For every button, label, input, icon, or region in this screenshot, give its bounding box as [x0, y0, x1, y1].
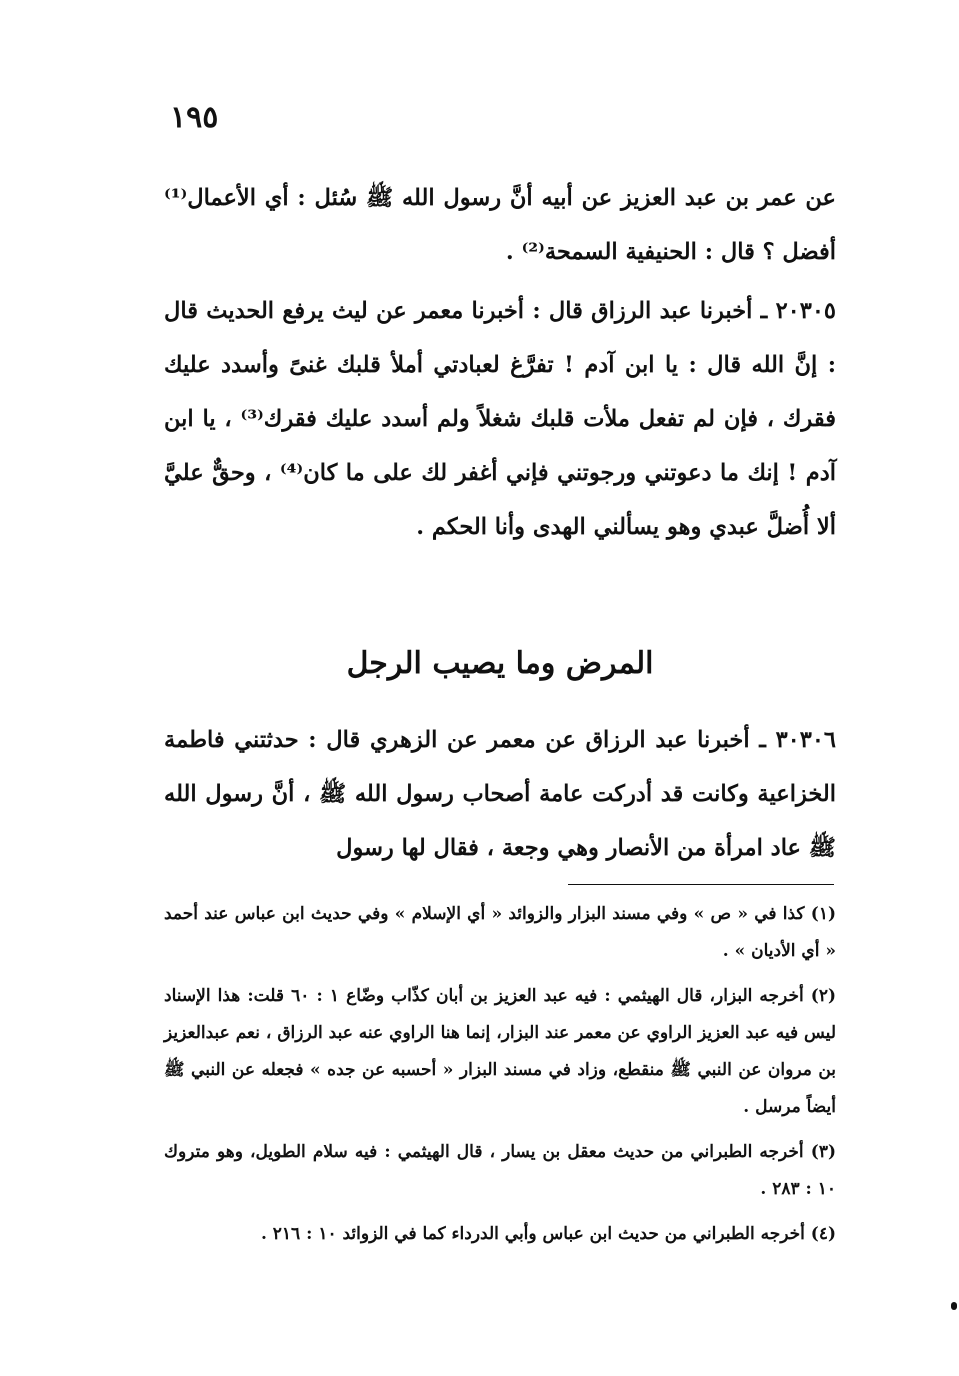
- hadith-20305: ٢٠٣٠٥ ـ أخبرنا عبد الرزاق قال : أخبرنا معمر عن ليث يرفع الحديث قال : إنَّ الله قال : يا ابن آدم ! تفرَّغ لعبادتي أملأ قلبك غنىً وأسدد عليك فقرك ، فإن لم تفعل ملأت قلبك شغلاً ولم أسدد عليك فقرك⁽³⁾ ، يا ابن آدم ! إنك ما دعوتني ورجوتني فإني أغفر لك على ما كان⁽⁴⁾ ، وحقٌّ عليَّ ألا أُضلَّ عبدي وهو يسألني الهدى وأنا الحكم .: [164, 298, 836, 540]
- hadith-30306: ٣٠٣٠٦ ـ أخبرنا عبد الرزاق عن معمر عن الزهري قال : حدثتني فاطمة الخزاعية وكانت قد أدركت عامة أصحاب رسول الله ﷺ ، أنَّ رسول الله ﷺ عاد امرأة من الأنصار وهي وجعة ، فقال لها رسول: [164, 727, 836, 861]
- footnote-divider: [568, 884, 834, 885]
- section-heading: المرض وما يصيب الرجل: [346, 646, 654, 681]
- footnote-4: (٤) أخرجه الطبراني من حديث ابن عباس وأبي الدرداء كما في الزوائد ١٠ : ٢١٦ .: [260, 1224, 836, 1244]
- page-number: ١٩٥: [170, 100, 219, 135]
- scan-mark: [951, 1302, 957, 1310]
- footnote-2: (٢) أخرجه البزار، قال الهيثمي : فيه عبد العزيز بن أبان كذّاب وضّاع ١ : ٦٠ قلت: هذا الإسناد ليس فيه عبد العزيز الراوي عن معمر عند البزار، إنما هنا الراوي عنه عبد الرزاق ، نعم عبدالعزيز بن مروان عن النبي ﷺ منقطع، وزاد في مسند البزار « أحسبه عن جده » فجعله عن النبي ﷺ أيضاً مرسل .: [164, 986, 836, 1117]
- footnotes: [164, 896, 836, 1261]
- footnote-3: (٣) أخرجه الطبراني من حديث معقل بن يسار ، قال الهيثمي : فيه سلام الطويل، وهو متروك ١٠ : ٢٨٣ .: [164, 1142, 836, 1199]
- paragraph-continuation: عن عمر بن عبد العزيز عن أبيه أنَّ رسول الله ﷺ سُئل : أي الأعمال⁽¹⁾ أفضل ؟ قال : الحنيفية السمحة⁽²⁾ .: [164, 185, 836, 265]
- footnote-1: (١) كذا في « ص » وفي مسند البزار والزوائد « أي الإسلام » وفي حديث ابن عباس عند أحمد « أي الأديان » .: [164, 904, 836, 961]
